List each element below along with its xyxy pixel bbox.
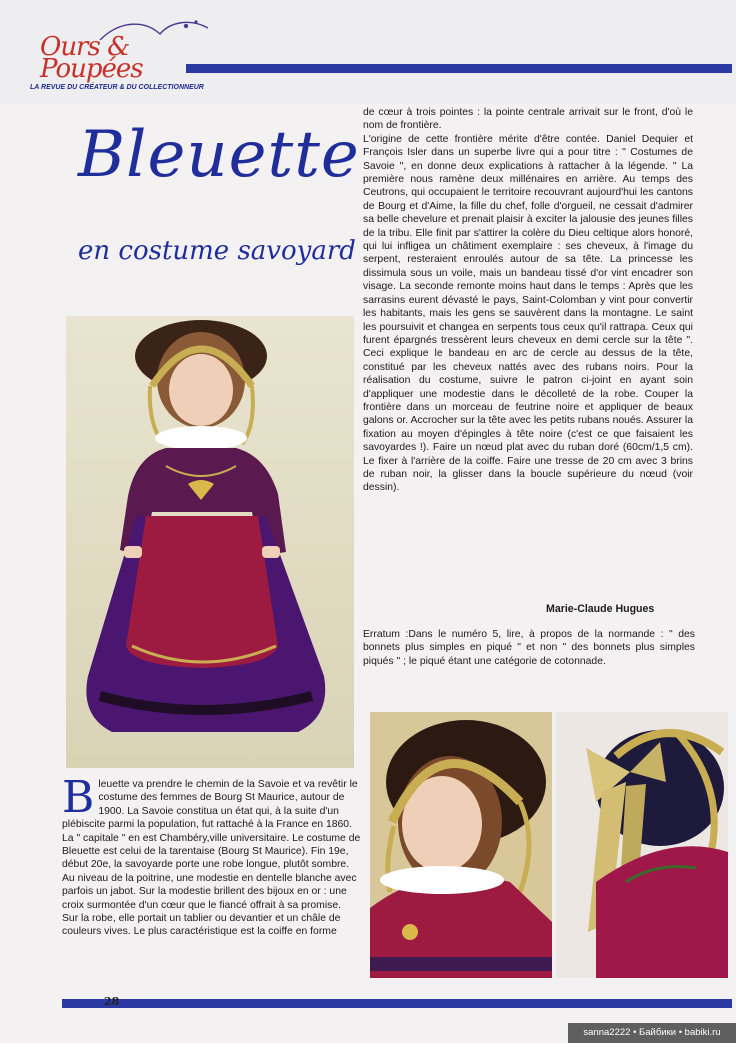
footer-rule: [62, 999, 732, 1008]
doll-full-length-photo: [66, 316, 354, 768]
right-text-column: [363, 106, 693, 495]
doll-portrait-illustration: [370, 712, 552, 978]
erratum-note: Erratum :Dans le numéro 5, lire, à propos de la normande : " des bonnets plus simples en piqué " et non " des bonnets plus simples piqués " ; le piqué étant une catégorie de cotonnade.: [363, 629, 695, 667]
doll-portrait-photo: [370, 712, 552, 978]
logo-tagline: LA REVUE DU CRÉATEUR & DU COLLECTIONNEUR: [30, 84, 204, 91]
drop-cap: B: [62, 772, 95, 823]
article-subtitle: en costume savoyard: [78, 236, 356, 266]
watermark: sanna2222 • Байбики • babiki.ru: [568, 1023, 736, 1043]
logo-title: Ours & Poupées: [40, 32, 143, 84]
doll-headdress-back-photo: [556, 712, 728, 978]
left-column-text: leuette va prendre le chemin de la Savoie et va revêtir le costume des femmes de Bourg St Maurice, autour de 1900. La Savoie constitua un état qui, à la suite d'un plébiscite parmi la population, fut rattaché à la France en 1860. La " capitale " en est Chambéry,ville universitaire. Le costume de Bleuette est celui de la tarentaise (Bourg St Maurice). Fin 19e, début 20e, la savoyarde porte une robe longue, plutôt sombre. Au niveau de la poitrine, une modestie en dentelle blanche avec parfois un jabot. Sur la modestie brillent des bijoux en or : une croix surmontée d'un cœur que le fiancé offrait à sa promise. Sur la robe, elle portait un tablier ou devantier et un châle de couleurs vives. Le plus caractéristique est la coiffe en forme: [62, 779, 361, 938]
headdress-back-illustration: [556, 712, 728, 978]
author-name: Marie-Claude Hugues: [546, 603, 655, 615]
doll-illustration: [66, 316, 354, 768]
right-column-text: de cœur à trois pointes : la pointe centrale arrivait sur le front, d'où le nom de frontière. L'origine de cette frontière mérite d'être contée. Daniel Dequier et François Isler dans un superbe livre qui a pour titre : " Costumes de Savoie ", en donne deux explications à rattacher à la légende. " La première nous ramène deux millénaires en arrière. Au temps des Ceutrons, qui occupaient le territoire recouvrant aujourd'hui les cantons de Bourg et d'Aime, la fille du chef, folle d'orgueil, ne cessait d'admirer sa belle chevelure et prenait plaisir à exciter la jalousie des jeunes filles de la tribu. Elle finit par s'attirer la colère du Dieu celtique alors honoré, qui lui infligea un châtiment exemplaire : ses cheveux, à l'image du serpent, resteraient enroulés autour de sa tête. La princesse les dissimula sous un voile, mais un bandeau tissé d'or vint encadrer son visage. La seconde remonte moins haut dans le temps : Après que les sarrasins eurent dévasté le pays, Saint-Colomban y vint pour convertir les habitants, mais les gens se sauvèrent dans la montagne. Le saint les poursuivit et changea en serpents tous ceux qu'il rattrapa. Ceux qui furent épargnés tressèrent leurs cheveux en demi cercle sur la tête ". Ceci explique le bandeau en arc de cercle au dessus de la tête, constitué par les cheveux nattés avec des rubans noirs. Pour la réalisation du costume, suivre le patron ci-joint en ayant soin d'appliquer une modestie dans le décolleté de la robe. Couper la frontière dans un morceau de feutrine noire et appliquer de beaux galons or. Accrocher sur la tête avec les petits rubans noués. Assurer la fixation au moyen d'épingles à tête noire (c'est ce que faisaient les savoyardes !). Faire un nœud plat avec du ruban doré (60cm/1,5 cm). Le fixer à l'arrière de la coiffe. Faire une tresse de 20 cm avec 3 brins de ruban noir, la glisser dans la boucle supérieure du nœud (voir dessin).: [363, 107, 693, 494]
magazine-logo: [30, 20, 204, 100]
left-text-column: [62, 772, 362, 939]
article-title: Bleuette: [78, 118, 360, 192]
page-number: 28: [104, 995, 120, 1008]
header-rule: [186, 64, 732, 73]
